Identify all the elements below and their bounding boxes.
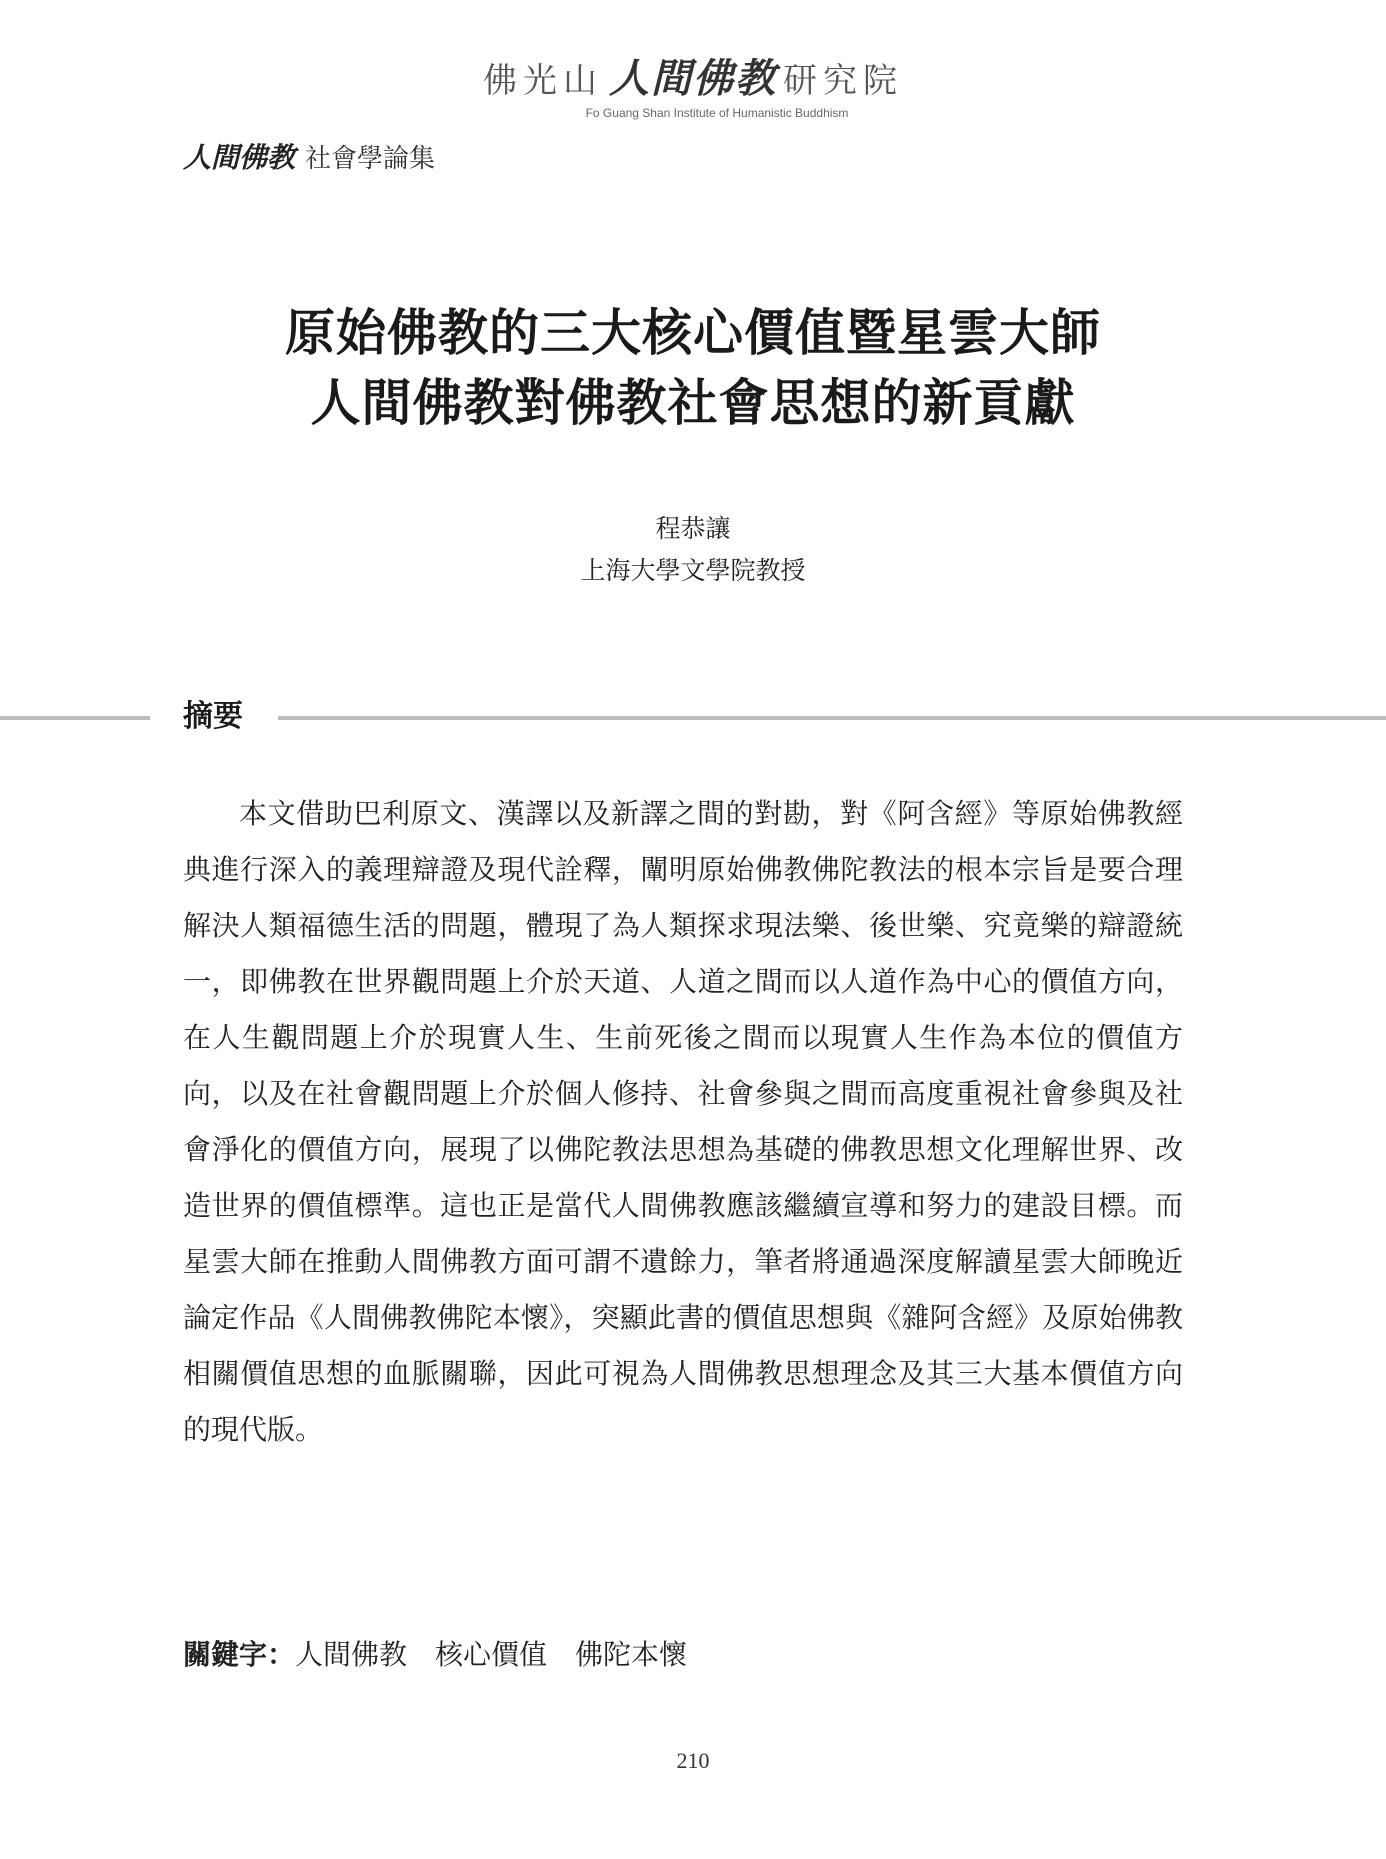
- keyword-item: 人間佛教: [295, 1638, 408, 1671]
- section-divider-left: [0, 716, 150, 720]
- institute-logo-brush-text: 人間佛教: [609, 55, 777, 102]
- keywords-label: 關鍵字：: [183, 1638, 296, 1671]
- section-divider-right: [278, 716, 1386, 720]
- title-line-2: 人間佛教對佛教社會思想的新貢獻: [310, 373, 1076, 432]
- abstract-body: 本文借助巴利原文、漢譯以及新譯之間的對勘，對《阿含經》等原始佛教經典進行深入的義理辯證及現代詮釋，闡明原始佛教佛陀教法的根本宗旨是要合理解決人類福德生活的問題，體現了為人類探求現法樂、後世樂、究竟樂的辯證統一，即佛教在世界觀問題上介於天道、人道之間而以人道作為中心的價值方向，在人生觀問題上介於現實人生、生前死後之間而以現實人生作為本位的價值方向，以及在社會觀問題上介於個人修持、社會參與之間而高度重視社會參與及社會淨化的價值方向，展現了以佛陀教法思想為基礎的佛教思想文化理解世界、改造世界的價值標準。這也正是當代人間佛教應該繼續宣導和努力的建設目標。而星雲大師在推動人間佛教方面可謂不遺餘力，筆者將通過深度解讀星雲大師晚近論定作品《人間佛教佛陀本懷》，突顯此書的價值思想與《雜阿含經》及原始佛教相關價值思想的血脈關聯，因此可視為人間佛教思想理念及其三大基本價值方向的現代版。: [183, 797, 1183, 1446]
- institute-logo: [0, 55, 1386, 120]
- institute-prefix: 佛光山: [483, 61, 603, 101]
- series-name: 社會學論集: [305, 144, 436, 174]
- institute-logo-line: [0, 55, 1386, 102]
- institute-english-name: Fo Guang Shan Institute of Humanistic Buddhism: [585, 106, 849, 120]
- author-affiliation: 上海大學文學院教授: [580, 556, 806, 585]
- keyword-item: 佛陀本懷: [575, 1638, 688, 1671]
- keywords-line: [183, 1635, 715, 1675]
- abstract-heading: 摘要: [183, 699, 243, 734]
- author-block: [0, 508, 1386, 592]
- series-header: [183, 141, 435, 176]
- title-line-1: 原始佛教的三大核心價值暨星雲大師: [285, 303, 1101, 362]
- keyword-item: 核心價值: [435, 1638, 548, 1671]
- author-name: 程恭讓: [655, 514, 731, 543]
- institute-suffix: 研究院: [783, 61, 903, 101]
- paper-title: [0, 298, 1386, 438]
- series-logo-text: 人間佛教: [183, 141, 296, 174]
- page-number: 210: [676, 1748, 710, 1773]
